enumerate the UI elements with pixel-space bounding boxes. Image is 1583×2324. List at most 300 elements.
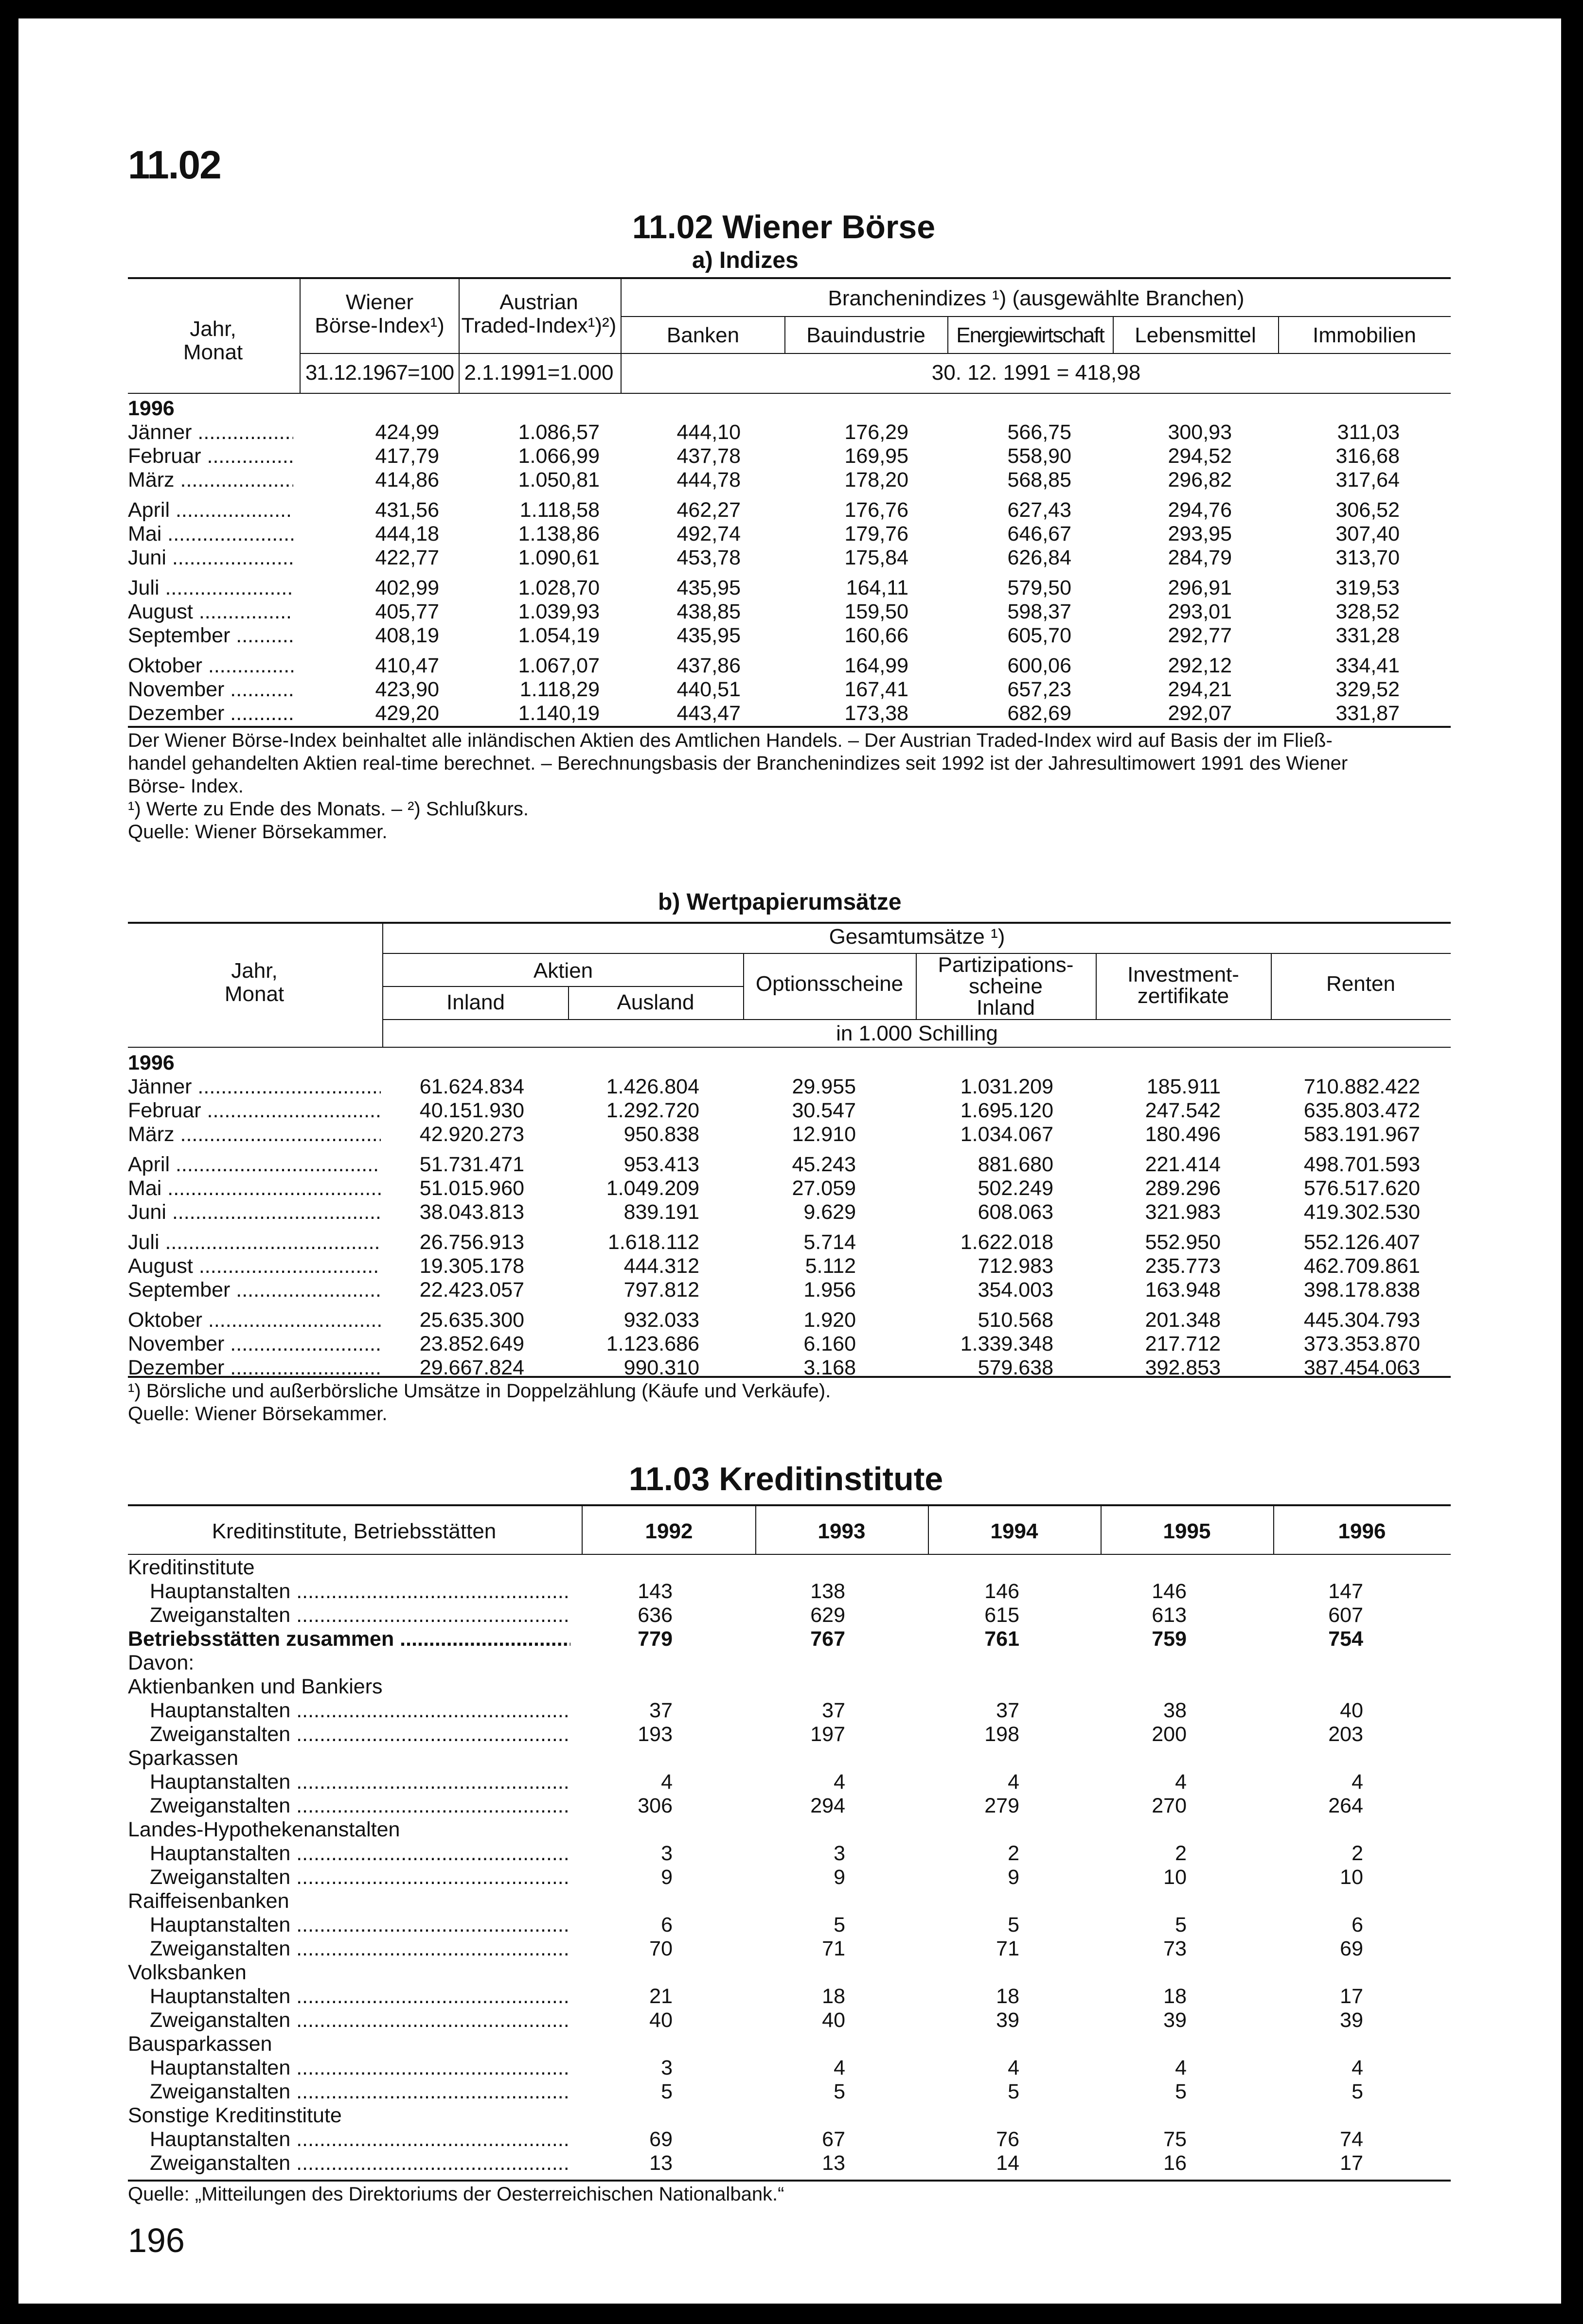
cell-value: 435,95: [676, 624, 741, 647]
cell-value: 201.348: [1145, 1308, 1221, 1332]
cell-value: 40: [822, 2008, 845, 2032]
cell-value: 5: [1008, 2080, 1019, 2103]
cell-value: 306: [638, 1794, 673, 1817]
cell-value: 169,95: [844, 444, 908, 468]
row-label: Hauptanstalten .....: [150, 1770, 570, 1794]
cell-value: 402,99: [375, 576, 439, 599]
cell-value: 444,10: [676, 421, 741, 444]
row-label: Hauptanstalten .....: [150, 1842, 570, 1866]
cell-value: 510.568: [978, 1308, 1053, 1332]
cell-value: 51.731.471: [419, 1153, 524, 1176]
cell-value: 247.542: [1145, 1099, 1221, 1122]
cell-value: 373.353.870: [1303, 1332, 1420, 1356]
cell-value: 221.414: [1145, 1153, 1221, 1176]
cell-value: 313,70: [1335, 546, 1400, 569]
cell-value: 1.138,86: [518, 522, 600, 546]
cell-value: 294,76: [1168, 498, 1232, 522]
row-label: Zweiganstalten .....: [150, 2008, 570, 2032]
table-row: [18, 1231, 1561, 1254]
cell-value: 4: [1008, 2056, 1019, 2079]
col-header-bauindustrie: Bauindustrie: [806, 323, 925, 347]
col-header-aktien: Aktien: [533, 959, 593, 983]
table-row: [18, 1985, 1561, 2008]
cell-value: 710.882.422: [1303, 1075, 1420, 1098]
cell-value: 576.517.620: [1303, 1177, 1420, 1200]
group-heading: [18, 2104, 1561, 2128]
cell-value: 289.296: [1145, 1177, 1221, 1200]
cell-value: 319,53: [1335, 576, 1400, 599]
cell-value: 292,77: [1168, 624, 1232, 647]
cell-value: 636: [638, 1603, 673, 1627]
col-header-jahr-monat: Jahr, Monat: [183, 317, 243, 365]
table-row: [18, 1937, 1561, 1961]
table-row: [18, 498, 1561, 522]
month-label: Oktober .....: [128, 1308, 381, 1332]
cell-value: 334,41: [1335, 654, 1400, 677]
col-header-immobilien: Immobilien: [1313, 323, 1416, 347]
col-header-ausland: Ausland: [617, 990, 694, 1014]
cell-value: 5.714: [803, 1231, 856, 1254]
cell-value: 1.028,70: [518, 576, 600, 599]
group-label: Davon:: [128, 1651, 195, 1674]
col-header-gesamtumsaetze: Gesamtumsätze ¹): [829, 925, 1005, 949]
unit-label: in 1.000 Schilling: [836, 1021, 998, 1045]
cell-value: 1.086,57: [518, 421, 600, 444]
section-title-kreditinstitute: 11.03 Kreditinstitute: [629, 1461, 943, 1497]
group-heading: [18, 1889, 1561, 1913]
month-label: Juli .....: [128, 1231, 381, 1254]
row-label: Hauptanstalten .....: [150, 1913, 570, 1937]
cell-value: 217.712: [1145, 1332, 1221, 1356]
cell-value: 6: [1352, 1913, 1363, 1937]
table-row: [18, 2128, 1561, 2151]
row-label: Zweiganstalten .....: [150, 1603, 570, 1627]
cell-value: 317,64: [1335, 468, 1400, 492]
cell-value: 42.920.273: [419, 1123, 524, 1146]
cell-value: 410,47: [375, 654, 439, 677]
month-label: Jänner .....: [128, 421, 293, 444]
table-row: [18, 1770, 1561, 1794]
cell-value: 203: [1328, 1723, 1363, 1746]
table-row: [18, 546, 1561, 570]
cell-value: 682,69: [1007, 702, 1071, 725]
cell-value: 6.160: [803, 1332, 856, 1356]
cell-value: 307,40: [1335, 522, 1400, 546]
cell-value: 16: [1163, 2151, 1187, 2175]
table-row: [18, 1913, 1561, 1937]
cell-value: 712.983: [978, 1254, 1053, 1278]
cell-value: 502.249: [978, 1177, 1053, 1200]
cell-value: 437,78: [676, 444, 741, 468]
cell-value: 754: [1328, 1627, 1363, 1651]
table-row: [18, 654, 1561, 678]
cell-value: 138: [810, 1580, 845, 1603]
cell-value: 331,87: [1335, 702, 1400, 725]
col-header-partizipationsscheine: Partizipations- scheine Inland: [938, 953, 1074, 1020]
cell-value: 10: [1163, 1866, 1187, 1889]
cell-value: 13: [649, 2151, 673, 2175]
cell-value: 69: [1340, 1937, 1363, 1960]
col-header-lebensmittel: Lebensmittel: [1135, 323, 1256, 347]
cell-value: 176,76: [844, 498, 908, 522]
cell-value: 9.629: [803, 1200, 856, 1224]
table-row: [18, 1153, 1561, 1177]
col-header-wbi: Wiener Börse-Index¹): [315, 290, 445, 338]
month-label: Dezember .....: [128, 702, 293, 725]
group-label: Bausparkassen: [128, 2032, 272, 2056]
cell-value: 74: [1340, 2128, 1363, 2151]
cell-value: 443,47: [676, 702, 741, 725]
month-label: August .....: [128, 600, 293, 624]
cell-value: 4: [1352, 1770, 1363, 1794]
cell-value: 29.667.824: [419, 1356, 524, 1379]
cell-value: 1.067,07: [518, 654, 600, 677]
col-header-1996: 1996: [1338, 1519, 1386, 1543]
table-row: [18, 1308, 1561, 1332]
cell-value: 566,75: [1007, 421, 1071, 444]
col-header-inland: Inland: [446, 990, 505, 1014]
cell-value: 176,29: [844, 421, 908, 444]
cell-value: 605,70: [1007, 624, 1071, 647]
cell-value: 38: [1163, 1699, 1187, 1722]
cell-value: 583.191.967: [1303, 1123, 1420, 1146]
cell-value: 293,01: [1168, 600, 1232, 623]
cell-value: 5: [1008, 1913, 1019, 1937]
cell-value: 10: [1340, 1866, 1363, 1889]
cell-value: 70: [649, 1937, 673, 1960]
cell-value: 39: [1163, 2008, 1187, 2032]
cell-value: 498.701.593: [1303, 1153, 1420, 1176]
cell-value: 328,52: [1335, 600, 1400, 623]
cell-value: 1.140,19: [518, 702, 600, 725]
cell-value: 18: [822, 1985, 845, 2008]
group-heading: [18, 2032, 1561, 2056]
month-label: Februar .....: [128, 1099, 381, 1123]
cell-value: 779: [638, 1627, 673, 1651]
cell-value: 4: [834, 2056, 845, 2079]
cell-value: 761: [984, 1627, 1019, 1651]
table-row: [18, 1177, 1561, 1200]
cell-value: 147: [1328, 1580, 1363, 1603]
month-label: Mai .....: [128, 1177, 381, 1200]
cell-value: 3.168: [803, 1356, 856, 1379]
cell-value: 552.950: [1145, 1231, 1221, 1254]
cell-value: 953.413: [623, 1153, 699, 1176]
row-label: Hauptanstalten .....: [150, 1985, 570, 2008]
cell-value: 264: [1328, 1794, 1363, 1817]
group-heading: [18, 1651, 1561, 1675]
note-line: Quelle: Wiener Börsekammer.: [128, 1403, 388, 1425]
group-label: Raiffeisenbanken: [128, 1889, 289, 1913]
month-label: August .....: [128, 1254, 381, 1278]
cell-value: 1.034.067: [960, 1123, 1053, 1146]
table-row: [18, 1332, 1561, 1356]
cell-value: 175,84: [844, 546, 908, 569]
group-heading: [18, 1961, 1561, 1985]
cell-value: 306,52: [1335, 498, 1400, 522]
cell-value: 839.191: [623, 1200, 699, 1224]
page: [18, 18, 1561, 2304]
table-row: [18, 1200, 1561, 1224]
cell-value: 1.118,29: [519, 678, 600, 701]
cell-value: 173,38: [844, 702, 908, 725]
cell-value: 12.910: [792, 1123, 856, 1146]
base-branchen: 30. 12. 1991 = 418,98: [931, 361, 1141, 385]
col-header-jahr-monat-2: Jahr, Monat: [224, 959, 285, 1006]
cell-value: 294: [810, 1794, 845, 1817]
cell-value: 4: [1175, 1770, 1187, 1794]
cell-value: 4: [661, 1770, 673, 1794]
notes-indizes: [128, 729, 1451, 844]
month-label: Mai .....: [128, 522, 293, 546]
month-label: März .....: [128, 468, 293, 492]
cell-value: 387.454.063: [1303, 1356, 1420, 1379]
cell-value: 607: [1328, 1603, 1363, 1627]
cell-value: 414,86: [375, 468, 439, 492]
cell-value: 1.054,19: [518, 624, 600, 647]
col-header-1995: 1995: [1163, 1519, 1211, 1543]
cell-value: 146: [984, 1580, 1019, 1603]
cell-value: 392.853: [1145, 1356, 1221, 1379]
month-label: September .....: [128, 624, 293, 648]
cell-value: 37: [649, 1699, 673, 1722]
year-row: [18, 1051, 1561, 1075]
cell-value: 1.622.018: [960, 1231, 1053, 1254]
cell-value: 429,20: [375, 702, 439, 725]
group-heading: [18, 1675, 1561, 1699]
cell-value: 270: [1152, 1794, 1187, 1817]
cell-value: 1.618.112: [607, 1231, 699, 1254]
row-label: Betriebsstätten zusammen .....: [128, 1627, 570, 1651]
cell-value: 25.635.300: [419, 1308, 524, 1332]
cell-value: 37: [996, 1699, 1019, 1722]
cell-value: 61.624.834: [419, 1075, 524, 1098]
cell-value: 615: [984, 1603, 1019, 1627]
chapter-number: 11.02: [128, 143, 221, 187]
table-row: [18, 2151, 1561, 2175]
cell-value: 294,21: [1168, 678, 1232, 701]
month-label: April .....: [128, 1153, 381, 1177]
cell-value: 193: [638, 1723, 673, 1746]
table-row: [18, 678, 1561, 702]
cell-value: 444.312: [623, 1254, 699, 1278]
col-header-investmentzertifikate: Investment- zertifikate: [1127, 963, 1239, 1008]
cell-value: 422,77: [375, 546, 439, 569]
cell-value: 1.118,58: [519, 498, 600, 522]
note-line: ¹) Börsliche und außerbörsliche Umsätze in Doppelzählung (Käufe und Verkäufe).: [128, 1380, 831, 1402]
cell-value: 444,18: [375, 522, 439, 546]
cell-value: 143: [638, 1580, 673, 1603]
cell-value: 492,74: [676, 522, 741, 546]
cell-value: 4: [834, 1770, 845, 1794]
cell-value: 160,66: [844, 624, 908, 647]
cell-value: 73: [1163, 1937, 1187, 1960]
group-label: Sparkassen: [128, 1746, 239, 1770]
row-label: Hauptanstalten .....: [150, 2128, 570, 2151]
cell-value: 398.178.838: [1303, 1278, 1420, 1302]
year-label: 1996: [128, 397, 175, 420]
table-row: [18, 600, 1561, 624]
cell-value: 552.126.407: [1303, 1231, 1420, 1254]
table-row: [18, 1254, 1561, 1278]
table-row: [18, 1123, 1561, 1146]
source-kreditinstitute: [128, 2183, 1451, 2206]
cell-value: 146: [1152, 1580, 1187, 1603]
table-row: [18, 1794, 1561, 1818]
cell-value: 5: [834, 2080, 845, 2103]
group-heading: [18, 1556, 1561, 1580]
cell-value: 9: [834, 1866, 845, 1889]
cell-value: 579.638: [978, 1356, 1053, 1379]
cell-value: 4: [1175, 2056, 1187, 2079]
note-line: handel gehandelten Aktien real-time berechnet. – Berechnungsbasis der Branchenindizes seit 1992 ist der Jahresultimowert 1991 des Wiener: [128, 753, 1348, 774]
cell-value: 293,95: [1168, 522, 1232, 546]
group-heading: [18, 1818, 1561, 1842]
cell-value: 14: [996, 2151, 1019, 2175]
cell-value: 39: [1340, 2008, 1363, 2032]
cell-value: 13: [822, 2151, 845, 2175]
cell-value: 5.112: [805, 1254, 856, 1278]
table-row: [18, 1075, 1561, 1099]
cell-value: 76: [996, 2128, 1019, 2151]
cell-value: 424,99: [375, 421, 439, 444]
cell-value: 26.756.913: [419, 1231, 524, 1254]
cell-value: 629: [810, 1603, 845, 1627]
cell-value: 423,90: [375, 678, 439, 701]
cell-value: 197: [810, 1723, 845, 1746]
cell-value: 69: [649, 2128, 673, 2151]
month-label: September .....: [128, 1278, 381, 1302]
cell-value: 45.243: [792, 1153, 856, 1176]
table-row: [18, 1580, 1561, 1603]
base-ati: 2.1.1991=1.000: [464, 361, 614, 385]
table-row: [18, 468, 1561, 492]
cell-value: 354.003: [978, 1278, 1053, 1302]
cell-value: 296,82: [1168, 468, 1232, 492]
month-label: März .....: [128, 1123, 381, 1146]
cell-value: 292,07: [1168, 702, 1232, 725]
page-number: 196: [128, 2221, 185, 2259]
cell-value: 608.063: [978, 1200, 1053, 1224]
row-label: Hauptanstalten .....: [150, 2056, 570, 2080]
month-label: Dezember .....: [128, 1356, 381, 1380]
cell-value: 300,93: [1168, 421, 1232, 444]
col-header-1994: 1994: [990, 1519, 1038, 1543]
table-row: [18, 2056, 1561, 2080]
cell-value: 579,50: [1007, 576, 1071, 599]
cell-value: 3: [834, 1842, 845, 1865]
cell-value: 408,19: [375, 624, 439, 647]
cell-value: 21: [649, 1985, 673, 2008]
month-label: November .....: [128, 1332, 381, 1356]
table-row: [18, 421, 1561, 444]
cell-value: 3: [661, 1842, 673, 1865]
cell-value: 51.015.960: [419, 1177, 524, 1200]
cell-value: 235.773: [1145, 1254, 1221, 1278]
cell-value: 646,67: [1007, 522, 1071, 546]
month-label: Februar .....: [128, 444, 293, 468]
col-header-1992: 1992: [645, 1519, 693, 1543]
cell-value: 419.302.530: [1303, 1200, 1420, 1224]
row-label: Zweiganstalten .....: [150, 2080, 570, 2104]
cell-value: 38.043.813: [419, 1200, 524, 1224]
cell-value: 405,77: [375, 600, 439, 623]
cell-value: 440,51: [676, 678, 741, 701]
cell-value: 1.956: [803, 1278, 856, 1302]
cell-value: 613: [1152, 1603, 1187, 1627]
cell-value: 321.983: [1145, 1200, 1221, 1224]
note-line: Der Wiener Börse-Index beinhaltet alle inländischen Aktien des Amtlichen Handels. – Der Austrian Traded-Index wird auf Basis der im Fließ-: [128, 730, 1333, 751]
cell-value: 1.123.686: [606, 1332, 699, 1356]
cell-value: 462,27: [676, 498, 741, 522]
row-label: Hauptanstalten .....: [150, 1580, 570, 1603]
subtitle-indizes: a) Indizes: [692, 247, 799, 273]
table-row: [18, 1603, 1561, 1627]
note-line: Börse- Index.: [128, 775, 244, 797]
col-header-energiewirtschaft: Energiewirtschaft: [956, 323, 1104, 347]
col-header-banken: Banken: [666, 323, 740, 347]
cell-value: 18: [1163, 1985, 1187, 2008]
cell-value: 990.310: [623, 1356, 699, 1379]
month-label: November .....: [128, 678, 293, 702]
cell-value: 3: [661, 2056, 673, 2079]
group-label: Kreditinstitute: [128, 1556, 255, 1579]
cell-value: 22.423.057: [419, 1278, 524, 1302]
row-label: Hauptanstalten .....: [150, 1699, 570, 1723]
cell-value: 159,50: [844, 600, 908, 623]
cell-value: 435,95: [676, 576, 741, 599]
col-header-branchen: Branchenindizes ¹) (ausgewählte Branchen): [828, 286, 1245, 310]
cell-value: 1.031.209: [960, 1075, 1053, 1098]
cell-value: 5: [1352, 2080, 1363, 2103]
cell-value: 797.812: [623, 1278, 699, 1302]
cell-value: 4: [1008, 1770, 1019, 1794]
cell-value: 445.304.793: [1303, 1308, 1420, 1332]
cell-value: 1.339.348: [960, 1332, 1053, 1356]
cell-value: 2: [1352, 1842, 1363, 1865]
month-label: Juni .....: [128, 1200, 381, 1224]
cell-value: 6: [661, 1913, 673, 1937]
cell-value: 40.151.930: [419, 1099, 524, 1122]
cell-value: 1.039,93: [518, 600, 600, 623]
cell-value: 178,20: [844, 468, 908, 492]
cell-value: 29.955: [792, 1075, 856, 1098]
cell-value: 438,85: [676, 600, 741, 623]
table-row: [18, 1278, 1561, 1302]
col-header-optionsscheine: Optionsscheine: [755, 972, 904, 996]
cell-value: 598,37: [1007, 600, 1071, 623]
note-line: ¹) Werte zu Ende des Monats. – ²) Schlußkurs.: [128, 798, 529, 820]
col-header-1993: 1993: [818, 1519, 866, 1543]
table-row: [18, 2080, 1561, 2104]
cell-value: 23.852.649: [419, 1332, 524, 1356]
notes-wertpapierumsaetze: [128, 1380, 1451, 1426]
cell-value: 27.059: [792, 1177, 856, 1200]
cell-value: 316,68: [1335, 444, 1400, 468]
table-row: [18, 2008, 1561, 2032]
cell-value: 296,91: [1168, 576, 1232, 599]
cell-value: 1.049.209: [606, 1177, 699, 1200]
row-label: Zweiganstalten .....: [150, 1723, 570, 1746]
cell-value: 198: [984, 1723, 1019, 1746]
table-row: [18, 1699, 1561, 1723]
year-row: [18, 397, 1561, 421]
cell-value: 164,11: [846, 576, 908, 599]
table-row: [18, 1866, 1561, 1889]
group-heading: [18, 1746, 1561, 1770]
table-row: [18, 522, 1561, 546]
cell-value: 39: [996, 2008, 1019, 2032]
